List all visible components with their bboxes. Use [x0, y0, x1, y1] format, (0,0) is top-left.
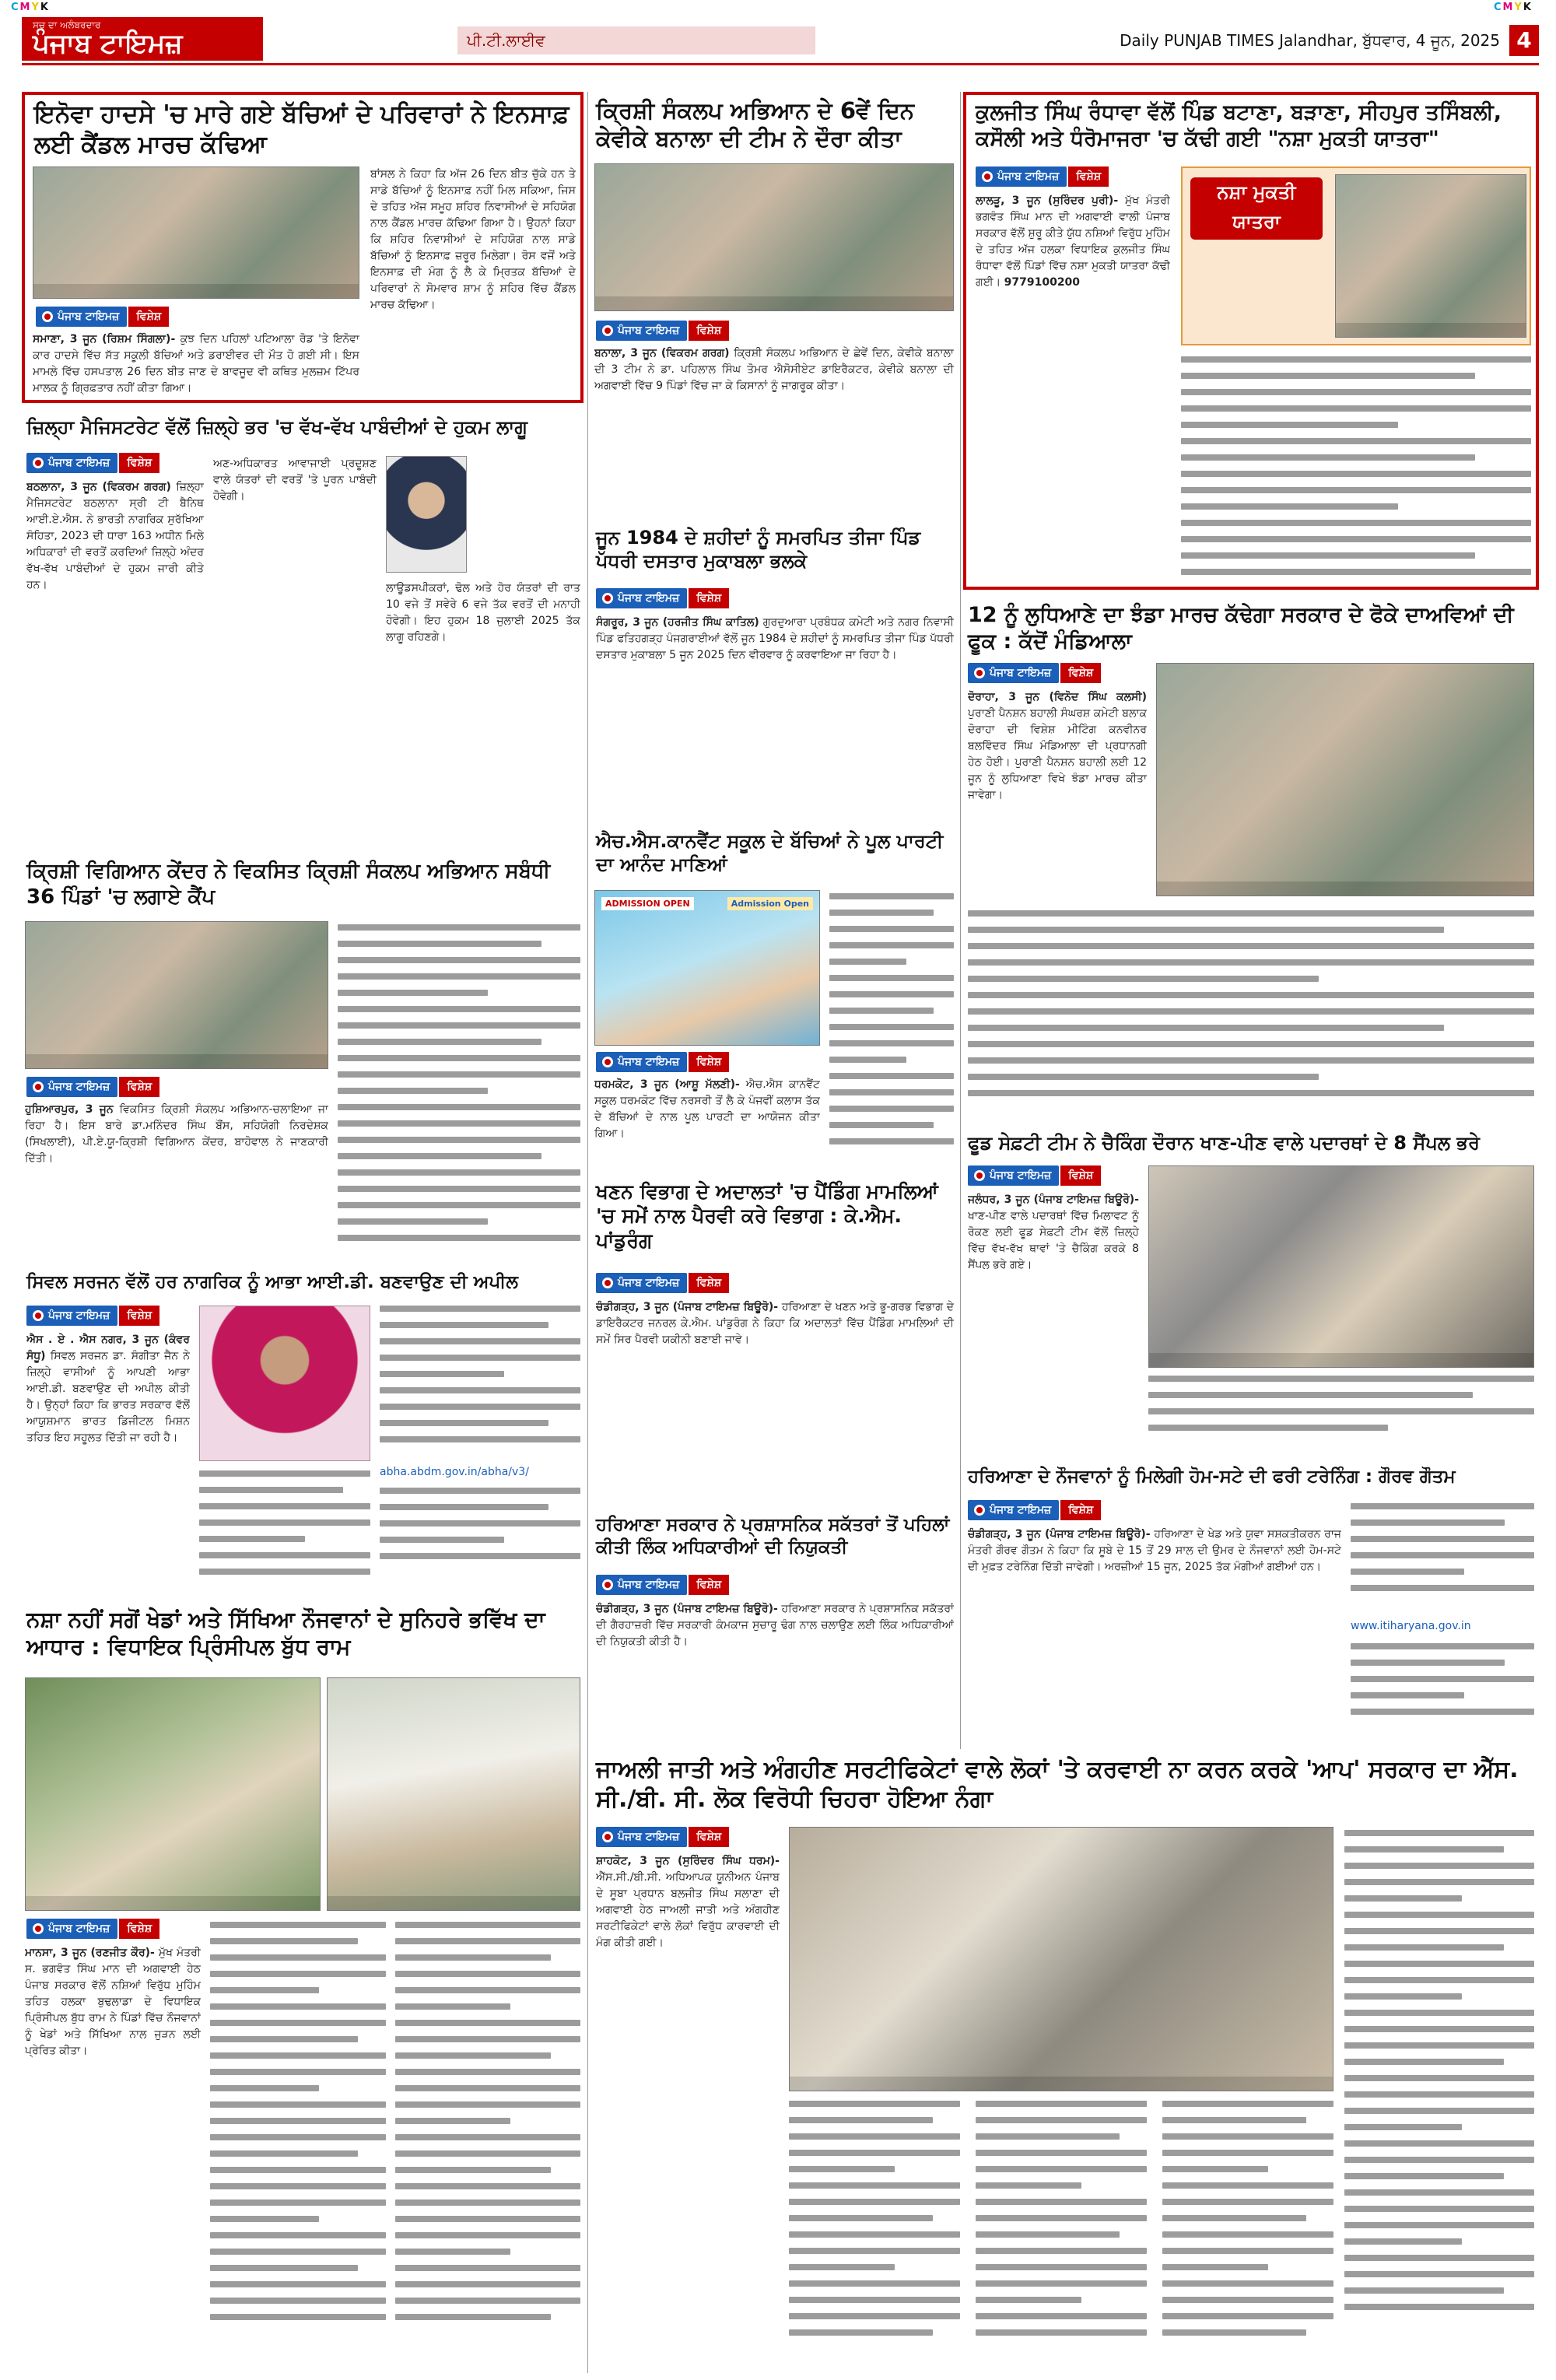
- column-rule: [960, 92, 961, 1749]
- story-body: ਬਠਲਾਨਾ, 3 ਜੂਨ (ਵਿਕਰਮ ਗਰਗ) ਜ਼ਿਲ੍ਹਾ ਮੈਜਿਸਟਰੇਟ ਬਠਲਾਨਾ ਸ੍ਰੀ ਟੀ ਬੈਨਿਥ ਆਈ.ਏ.ਐਸ. ਨੇ ਭਾਰਤੀ ਨਾਗਰਿਕ ਸੁਰੱਖਿਆ ਸੰਹਿਤਾ, 2023 ਦੀ ਧਾਰਾ 163 ਅਧੀਨ ਮਿਲੇ ਅਧਿਕਾਰਾਂ ਦੀ ਵਰਤੋਂ ਕਰਦਿਆਂ ਜ਼ਿਲ੍ਹੇ ਅੰਦਰ ਵੱਖ-ਵੱਖ ਪਾਬੰਦੀਆਂ ਦੇ ਹੁਕਮ ਜਾਰੀ ਕੀਤੇ ਹਨ।: [26, 481, 204, 591]
- story-food-safety: [963, 1128, 1539, 1455]
- photo-district-magistrate: [386, 456, 467, 573]
- story-hs-convent: [591, 826, 957, 1169]
- source-tag: ਪੰਜਾਬ ਟਾਇਮਜ਼ ਵਿਸ਼ੇਸ਼: [26, 1306, 159, 1326]
- page-number: 4: [1509, 25, 1539, 56]
- photo-mla-budh-ram: [327, 1677, 580, 1911]
- page-dateline: Daily PUNJAB TIMES Jalandhar, ਬੁੱਧਵਾਰ, 4 ਜੂਨ, 2025: [1120, 31, 1500, 50]
- story-kvk-camps: [22, 856, 584, 1260]
- story-flag-march: [963, 599, 1539, 1120]
- logo-tagline: ਸਚ ਦਾ ਅਲੰਬਰਦਾਰ: [33, 19, 101, 30]
- story-nasha-mukti: [963, 92, 1539, 590]
- headline-food-safety: ਫੂਡ ਸੇਫ਼ਟੀ ਟੀਮ ਨੇ ਚੈਕਿੰਗ ਦੌਰਾਨ ਖਾਣ-ਪੀਣ ਵਾਲੇ ਪਦਾਰਥਾਂ ਦੇ 8 ਸੈਂਪਲ ਭਰੇ: [968, 1132, 1480, 1154]
- headline-haryana-skill: ਹਰਿਆਣਾ ਦੇ ਨੌਜਵਾਨਾਂ ਨੂੰ ਮਿਲੇਗੀ ਹੋਮ-ਸਟੇ ਦੀ ਫਰੀ ਟਰੇਨਿੰਗ : ਗੌਰਵ ਗੌਤਮ: [968, 1467, 1456, 1487]
- story-body: ਹੁਸ਼ਿਆਰਪੁਰ, 3 ਜੂਨ ਵਿਕਸਿਤ ਕ੍ਰਿਸ਼ੀ ਸੰਕਲਪ ਅਭਿਆਨ-ਚਲਾਇਆ ਜਾ ਰਿਹਾ ਹੈ। ਇਸ ਬਾਰੇ ਡਾ.ਮਨਿੰਦਰ ਸਿੰਘ ਬੌਂਸ, ਸਹਿਯੋਗੀ ਨਿਰਦੇਸ਼ਕ (ਸਿਖਲਾਈ), ਪੀ.ਏ.ਯੂ-ਕ੍ਰਿਸ਼ੀ ਵਿਗਿਆਨ ਕੇਂਦਰ, ਬਾਹੋਵਾਲ ਨੇ ਜਾਣਕਾਰੀ ਦਿੱਤੀ।: [25, 1103, 328, 1165]
- photo-civil-surgeon: [199, 1306, 370, 1461]
- photo-kvk-team: [594, 163, 954, 311]
- logo-icon: [974, 1505, 985, 1516]
- source-tag: ਪੰਜਾਬ ਟਾਇਮਜ਼ ਵਿਸ਼ੇਸ਼: [596, 321, 729, 341]
- story-body-continuation: [199, 1470, 370, 1589]
- story-body-continuation: [829, 893, 954, 1162]
- story-body-continuation: [968, 910, 1534, 1113]
- story-body-continuation: [1148, 1376, 1534, 1449]
- logo-icon: [602, 1579, 613, 1590]
- story-body-continuation: [338, 924, 580, 1254]
- logo-icon: [982, 171, 993, 182]
- story-body-col3: ਲਾਊਡਸਪੀਕਰਾਂ, ਢੋਲ ਅਤੇ ਹੋਰ ਯੰਤਰਾਂ ਦੀ ਰਾਤ 10 ਵਜੇ ਤੋਂ ਸਵੇਰੇ 6 ਵਜੇ ਤੱਕ ਵਰਤੋਂ ਦੀ ਮਨਾਹੀ ਹੋਵੇਗੀ। ਇਹ ਹੁਕਮ 18 ਜੁਲਾਈ 2025 ਤੱਕ ਲਾਗੂ ਰਹਿਣਗੇ।: [386, 582, 580, 643]
- story-haryana-link: [591, 1511, 957, 1744]
- headline-hs-convent: ਐਚ.ਐਸ.ਕਾਨਵੈਂਟ ਸਕੂਲ ਦੇ ਬੱਚਿਆਂ ਨੇ ਪੂਲ ਪਾਰਟੀ ਦਾ ਆਨੰਦ ਮਾਣਿਆਂ: [596, 830, 944, 875]
- source-tag: ਪੰਜਾਬ ਟਾਇਮਜ਼ ਵਿਸ਼ੇਸ਼: [596, 1575, 729, 1595]
- story-body-col3: [976, 2101, 1147, 2367]
- logo-icon: [33, 1081, 44, 1092]
- story-body-col3: [395, 1922, 580, 2365]
- story-body-col2: [210, 1922, 386, 2365]
- source-tag: ਪੰਜਾਬ ਟਾਇਮਜ਼ ਵਿਸ਼ੇਸ਼: [596, 588, 729, 608]
- story-body-col3: [380, 1306, 580, 1461]
- masthead: [22, 17, 1539, 65]
- story-body: ਐਸ . ਏ . ਐਸ ਨਗਰ, 3 ਜੂਨ (ਕੰਵਰ ਸੰਧੂ) ਸਿਵਲ ਸਰਜਨ ਡਾ. ਸੰਗੀਤਾ ਜੈਨ ਨੇ ਜ਼ਿਲ੍ਹੇ ਵਾਸੀਆਂ ਨੂੰ ਆਪਣੀ ਆਭਾ ਆਈ.ਡੀ. ਬਣਵਾਉਣ ਦੀ ਅਪੀਲ ਕੀਤੀ ਹੈ। ਉਨ੍ਹਾਂ ਕਿਹਾ ਕਿ ਭਾਰਤ ਸਰਕਾਰ ਵੱਲੋਂ ਆਯੁਸ਼ਮਾਨ ਭਾਰਤ ਡਿਜੀਟਲ ਮਿਸ਼ਨ ਤਹਿਤ ਇਹ ਸਹੂਲਤ ਦਿੱਤੀ ਜਾ ਰਹੀ ਹੈ।: [26, 1334, 190, 1444]
- headline-fake-certificates: ਜਾਅਲੀ ਜਾਤੀ ਅਤੇ ਅੰਗਹੀਣ ਸਰਟੀਫਿਕੇਟਾਂ ਵਾਲੇ ਲੋਕਾਂ 'ਤੇ ਕਰਵਾਈ ਨਾ ਕਰਨ ਕਰਕੇ 'ਆਪ' ਸਰਕਾਰ ਦਾ ਐੱਸ. ਸੀ./ਬੀ. ਸੀ. ਲੋਕ ਵਿਰੋਧੀ ਚਿਹਰਾ ਹੋਇਆ ਨੰਗਾ: [596, 1756, 1519, 1813]
- logo-icon: [602, 593, 613, 604]
- logo-icon: [602, 1278, 613, 1288]
- logo-icon: [602, 325, 613, 336]
- story-sports-youth: [22, 1603, 584, 2373]
- story-haryana-skill: [963, 1463, 1539, 1744]
- headline-flag-march: 12 ਨੂੰ ਲੁਧਿਆਣੇ ਦਾ ਝੰਡਾ ਮਾਰਚ ਕੱਢੇਗਾ ਸਰਕਾਰ ਦੇ ਫੋਕੇ ਦਾਅਵਿਆਂ ਦੀ ਫੂਕ : ਕੱਦੋਂ ਮੰਡਿਆਲਾ: [968, 603, 1514, 654]
- headline-kvk-camps: ਕ੍ਰਿਸ਼ੀ ਵਿਗਿਆਨ ਕੇਂਦਰ ਨੇ ਵਿਕਸਿਤ ਕ੍ਰਿਸ਼ੀ ਸੰਕਲਪ ਅਭਿਆਨ ਸਬੰਧੀ 36 ਪਿੰਡਾਂ 'ਚ ਲਗਾਏ ਕੈਂਪ: [26, 860, 551, 909]
- story-abha: [22, 1268, 584, 1595]
- headline-mining: ਖਣਨ ਵਿਭਾਗ ਦੇ ਅਦਾਲਤਾਂ 'ਚ ਪੈਂਡਿੰਗ ਮਾਮਲਿਆਂ 'ਚ ਸਮੇਂ ਨਾਲ ਪੈਰਵੀ ਕਰੇ ਵਿਭਾਗ : ਕੇ.ਐਮ. ਪਾਂਡੁਰੰਗ: [596, 1180, 938, 1252]
- headline-abha: ਸਿਵਲ ਸਰਜਨ ਵੱਲੋਂ ਹਰ ਨਾਗਰਿਕ ਨੂੰ ਆਭਾ ਆਈ.ਡੀ. ਬਣਵਾਉਣ ਦੀ ਅਪੀਲ: [26, 1272, 518, 1292]
- story-body: ਚੰਡੀਗੜ੍ਹ, 3 ਜੂਨ (ਪੰਜਾਬ ਟਾਇਮਜ਼ ਬਿਊਰੋ)- ਹਰਿਆਣਾ ਦੇ ਖੇਡ ਅਤੇ ਯੁਵਾ ਸਸ਼ਕਤੀਕਰਨ ਰਾਜ ਮੰਤਰੀ ਗੌਰਵ ਗੌਤਮ ਨੇ ਕਿਹਾ ਕਿ ਸੂਬੇ ਦੇ 15 ਤੋਂ 29 ਸਾਲ ਦੀ ਉਮਰ ਦੇ ਨੌਜਵਾਨਾਂ ਲਈ ਹੋਮ-ਸਟੇ ਦੀ ਮੁਫ਼ਤ ਟਰੇਨਿੰਗ ਦਿੱਤੀ ਜਾਵੇਗੀ। ਅਰਜ਼ੀਆਂ 15 ਜੂਨ, 2025 ਤੱਕ ਮੰਗੀਆਂ ਗਈਆਂ ਹਨ।: [968, 1528, 1341, 1573]
- logo-icon: [33, 1310, 44, 1321]
- source-tag: ਪੰਜਾਬ ਟਾਇਮਜ਼ ਵਿਸ਼ੇਸ਼: [36, 307, 169, 327]
- story-body-continuation: [1181, 356, 1531, 582]
- source-tag: ਪੰਜਾਬ ਟਾਇਮਜ਼ ਵਿਸ਼ੇਸ਼: [596, 1052, 729, 1072]
- headline-nasha-mukti: ਕੁਲਜੀਤ ਸਿੰਘ ਰੰਧਾਵਾ ਵੱਲੋਂ ਪਿੰਡ ਬਟਾਣਾ, ਬੜਾਣਾ, ਸੀਹਪੁਰ ਤਸਿੰਬਲੀ, ਕਸੌਲੀ ਅਤੇ ਧੰਰੋਮਾਜਰਾ 'ਚ ਕੱਢੀ ਗਈ "ਨਸ਼ਾ ਮੁਕਤੀ ਯਾਤਰਾ": [976, 100, 1502, 151]
- headline-krishi-banala: ਕ੍ਰਿਸ਼ੀ ਸੰਕਲਪ ਅਭਿਆਨ ਦੇ 6ਵੇਂ ਦਿਨ ਕੇਵੀਕੇ ਬਨਾਲਾ ਦੀ ਟੀਮ ਨੇ ਦੌਰਾ ਕੀਤਾ: [596, 97, 914, 152]
- logo-icon: [602, 1057, 613, 1067]
- story-body: ਬਨਾਲਾ, 3 ਜੂਨ (ਵਿਕਰਮ ਗਰਗ) ਕ੍ਰਿਸ਼ੀ ਸੰਕਲਪ ਅਭਿਆਨ ਦੇ ਛੇਵੇਂ ਦਿਨ, ਕੇਵੀਕੇ ਬਨਾਲਾ ਦੀ 3 ਟੀਮ ਨੇ ਡਾ. ਪਹਿਲਾਲ ਸਿੰਘ ਤੋਮਰ ਐਸੋਸੀਏਟ ਡਾਇਰੈਕਟਰ, ਕੇਵੀਕੇ ਬਨਾਲਾ ਦੀ ਅਗਵਾਈ ਵਿੱਚ 9 ਪਿੰਡਾਂ ਵਿੱਚ ਜਾ ਕੇ ਕਿਸਾਨਾਂ ਨੂੰ ਜਾਗਰੂਕ ਕੀਤਾ।: [594, 347, 954, 392]
- story-innova: [22, 92, 584, 403]
- story-body: ਧਰਮਕੋਟ, 3 ਜੂਨ (ਆਸ਼ੂ ਮੱਲਣੀ)- ਐਚ.ਐਸ ਕਾਨਵੈਂਟ ਸਕੂਲ ਧਰਮਕੋਟ ਵਿੱਚ ਨਰਸਰੀ ਤੋਂ ਲੈ ਕੇ ਪੰਜਵੀਂ ਕਲਾਸ ਤੱਕ ਦੇ ਬੱਚਿਆਂ ਦੇ ਨਾਲ ਪੂਲ ਪਾਰਟੀ ਦਾ ਆਯੋਜਨ ਕੀਤਾ ਗਿਆ।: [594, 1078, 820, 1140]
- story-body: ਚੰਡੀਗੜ੍ਹ, 3 ਜੂਨ (ਪੰਜਾਬ ਟਾਇਮਜ਼ ਬਿਊਰੋ)- ਹਰਿਆਣਾ ਸਰਕਾਰ ਨੇ ਪ੍ਰਸ਼ਾਸਨਿਕ ਸਕੱਤਰਾਂ ਦੀ ਗੈਰਹਾਜ਼ਰੀ ਵਿੱਚ ਸਰਕਾਰੀ ਕੰਮਕਾਜ ਸੁਚਾਰੂ ਢੰਗ ਨਾਲ ਚਲਾਉਣ ਲਈ ਲਿੰਕ ਅਧਿਕਾਰੀਆਂ ਦੀ ਨਿਯੁਕਤੀ ਕੀਤੀ ਹੈ।: [596, 1603, 954, 1648]
- cmyk-marks-right: CMYK: [1494, 2, 1533, 13]
- source-tag: ਪੰਜਾਬ ਟਾਇਮਜ਼ ਵਿਸ਼ੇਸ਼: [976, 166, 1109, 187]
- story-body-col3-end: [380, 1488, 580, 1589]
- logo-icon: [602, 1831, 613, 1842]
- story-body-col2: ਅਣ-ਅਧਿਕਾਰਤ ਆਵਾਜਾਈ ਪ੍ਰਦੂਸ਼ਣ ਵਾਲੇ ਯੰਤਰਾਂ ਦੀ ਵਰਤੋਂ 'ਤੇ ਪੂਰਨ ਪਾਬੰਦੀ ਹੋਵੇਗੀ।: [213, 457, 377, 503]
- admission-banner: ADMISSION OPEN: [601, 897, 694, 910]
- photo-yatra-crowd: [1335, 174, 1526, 338]
- story-mining: [591, 1176, 957, 1503]
- story-fake-certificates: [591, 1752, 1539, 2373]
- headline-dm-orders: ਜ਼ਿਲ੍ਹਾ ਮੈਜਿਸਟਰੇਟ ਵੱਲੋਂ ਜ਼ਿਲ੍ਹੇ ਭਰ 'ਚ ਵੱਖ-ਵੱਖ ਪਾਬੰਦੀਆਂ ਦੇ ਹੁਕਮ ਲਾਗੂ: [26, 416, 527, 438]
- headline-innova: ਇਨੋਵਾ ਹਾਦਸੇ 'ਚ ਮਾਰੇ ਗਏ ਬੱਚਿਆਂ ਦੇ ਪਰਿਵਾਰਾਂ ਨੇ ਇਨਸਾਫ਼ ਲਈ ਕੈਂਡਲ ਮਾਰਚ ਕੱਢਿਆ: [34, 100, 569, 159]
- story-body-col2: ਬਾਂਸਲ ਨੇ ਕਿਹਾ ਕਿ ਅੱਜ 26 ਦਿਨ ਬੀਤ ਚੁੱਕੇ ਹਨ ਤੇ ਸਾਡੇ ਬੱਚਿਆਂ ਨੂੰ ਇਨਸਾਫ਼ ਨਹੀਂ ਮਿਲ ਸਕਿਆ, ਜਿਸ ਦੇ ਤਹਿਤ ਅੱਜ ਸਮੂਹ ਸ਼ਹਿਰ ਨਿਵਾਸੀਆਂ ਦੇ ਸਹਿਯੋਗ ਨਾਲ ਕੈਂਡਲ ਮਾਰਚ ਕੱਢਿਆ ਗਿਆ ਹੈ। ਉਹਨਾਂ ਕਿਹਾ ਕਿ ਸ਼ਹਿਰ ਨਿਵਾਸੀਆਂ ਦੇ ਸਹਿਯੋਗ ਨਾਲ ਸਾਡੇ ਬੱਚਿਆਂ ਨੂੰ ਇਨਸਾਫ਼ ਜ਼ਰੂਰ ਮਿਲੇਗਾ। ਰੋਸ ਵਜੋਂ ਅਤੇ ਇਨਸਾਫ਼ ਦੀ ਮੰਗ ਨੂੰ ਲੈ ਕੇ ਮ੍ਰਿਤਕ ਬੱਚਿਆਂ ਦੇ ਪਰਿਵਾਰਾਂ ਨੇ ਸੋਮਵਾਰ ਸ਼ਾਮ ਨੂੰ ਸ਼ਹਿਰ ਵਿੱਚ ਕੈਂਡਲ ਮਾਰਚ ਕੱਢਿਆ।: [370, 168, 576, 311]
- story-body: ਸ਼ਾਹਕੋਟ, 3 ਜੂਨ (ਸੁਰਿੰਦਰ ਸਿੰਘ ਧਰਮ)- ਐੱਸ.ਸੀ./ਬੀ.ਸੀ. ਅਧਿਆਪਕ ਯੂਨੀਅਨ ਪੰਜਾਬ ਦੇ ਸੂਬਾ ਪ੍ਰਧਾਨ ਬਲਜੀਤ ਸਿੰਘ ਸਲਾਣਾ ਦੀ ਅਗਵਾਈ ਹੇਠ ਜਾਅਲੀ ਜਾਤੀ ਅਤੇ ਅੰਗਹੀਣ ਸਰਟੀਫਿਕੇਟਾਂ ਵਾਲੇ ਲੋਕਾਂ ਵਿਰੁੱਧ ਕਾਰਵਾਈ ਦੀ ਮੰਗ ਕੀਤੀ ਗਈ।: [596, 1855, 780, 1949]
- section-label: ਪੀ.ਟੀ.ਲਾਈਵ: [457, 26, 815, 54]
- source-tag: ਪੰਜਾਬ ਟਾਇਮਜ਼ ਵਿਸ਼ੇਸ਼: [26, 1919, 159, 1939]
- story-body: ਦੋਰਾਹਾ, 3 ਜੂਨ (ਵਿਨੋਦ ਸਿੰਘ ਕਲਸੀ) ਪੁਰਾਣੀ ਪੈਨਸ਼ਨ ਬਹਾਲੀ ਸੰਘਰਸ਼ ਕਮੇਟੀ ਬਲਾਕ ਦੋਰਾਹਾ ਦੀ ਵਿਸ਼ੇਸ਼ ਮੀਟਿੰਗ ਕਨਵੀਨਰ ਬਲਵਿੰਦਰ ਸਿੰਘ ਮੰਡਿਆਲਾ ਦੀ ਪ੍ਰਧਾਨਗੀ ਹੇਠ ਹੋਈ। ਪੁਰਾਣੀ ਪੈਨਸ਼ਨ ਬਹਾਲੀ ਲਈ 12 ਜੂਨ ਨੂੰ ਲੁਧਿਆਣਾ ਵਿਖੇ ਝੰਡਾ ਮਾਰਚ ਕੀਤਾ ਜਾਵੇਗਾ।: [968, 691, 1147, 801]
- abha-url[interactable]: abha.abdm.gov.in/abha/v3/: [380, 1466, 529, 1478]
- story-dm-orders: [22, 412, 584, 848]
- source-tag: ਪੰਜਾਬ ਟਾਇਮਜ਼ ਵਿਸ਼ੇਸ਼: [26, 453, 159, 473]
- story-body: ਲਾਲੜੂ, 3 ਜੂਨ (ਸੁਰਿੰਦਰ ਪੁਰੀ)- ਮੁੱਖ ਮੰਤਰੀ ਭਗਵੰਤ ਸਿੰਘ ਮਾਨ ਦੀ ਅਗਵਾਈ ਵਾਲੀ ਪੰਜਾਬ ਸਰਕਾਰ ਵੱਲੋਂ ਸ਼ੁਰੂ ਕੀਤੇ ਯੁੱਧ ਨਸ਼ਿਆਂ ਵਿਰੁੱਧ ਮੁਹਿੰਮ ਦੇ ਤਹਿਤ ਅੱਜ ਹਲਕਾ ਵਿਧਾਇਕ ਕੁਲਜੀਤ ਸਿੰਘ ਰੰਧਾਵਾ ਵੱਲੋਂ ਪਿੰਡਾਂ ਵਿੱਚ ਨਸ਼ਾ ਮੁਕਤੀ ਯਾਤਰਾ ਕੱਢੀ ਗਈ। 9779100200: [976, 195, 1170, 289]
- logo-name: ਪੰਜਾਬ ਟਾਇਮਜ਼: [33, 28, 183, 59]
- story-krishi-banala: [591, 92, 957, 516]
- print-color-strip: [0, 0, 1556, 14]
- story-body-col5: [1344, 1830, 1534, 2367]
- logo-icon: [33, 457, 44, 468]
- story-body: ਸੰਗਰੂਰ, 3 ਜੂਨ (ਹਰਜੀਤ ਸਿੰਘ ਕਾਤਿਲ) ਗੁਰਦੁਆਰਾ ਪ੍ਰਬੰਧਕ ਕਮੇਟੀ ਅਤੇ ਨਗਰ ਨਿਵਾਸੀ ਪਿੰਡ ਫਤਿਹਗੜ੍ਹ ਪੰਜਗਰਾਈਆਂ ਵੱਲੋਂ ਜੂਨ 1984 ਦੇ ਸ਼ਹੀਦਾਂ ਨੂੰ ਸਮਰਪਿਤ ਤੀਜਾ ਪਿੰਡ ਪੱਧਰੀ ਦਸਤਾਰ ਮੁਕਾਬਲਾ 5 ਜੂਨ 2025 ਦਿਨ ਵੀਰਵਾਰ ਨੂੰ ਕਰਵਾਇਆ ਜਾ ਰਿਹਾ ਹੈ।: [596, 616, 954, 661]
- nasha-mukti-banner: ਨਸ਼ਾ ਮੁਕਤੀ ਯਾਤਰਾ: [1190, 177, 1323, 240]
- story-shaheed-1984: [591, 523, 957, 818]
- story-body-col2-end: [1351, 1643, 1534, 1737]
- source-tag: ਪੰਜਾਬ ਟਾਇਮਜ਼ ਵਿਸ਼ੇਸ਼: [26, 1077, 159, 1097]
- logo-icon: [33, 1923, 44, 1934]
- source-tag: ਪੰਜਾਬ ਟਾਇਮਜ਼ ਵਿਸ਼ੇਸ਼: [968, 1165, 1101, 1186]
- story-body: ਚੰਡੀਗੜ੍ਹ, 3 ਜੂਨ (ਪੰਜਾਬ ਟਾਇਮਜ਼ ਬਿਊਰੋ)- ਹਰਿਆਣਾ ਦੇ ਖਣਨ ਅਤੇ ਭੂ-ਗਰਭ ਵਿਭਾਗ ਦੇ ਡਾਇਰੈਕਟਰ ਜਨਰਲ ਕੇ.ਐਮ. ਪਾਂਡੁਰੰਗ ਨੇ ਕਿਹਾ ਕਿ ਅਦਾਲਤਾਂ ਵਿੱਚ ਪੈਂਡਿੰਗ ਮਾਮਲਿਆਂ ਦੀ ਸਮੇਂ ਸਿਰ ਪੈਰਵੀ ਯਕੀਨੀ ਬਣਾਈ ਜਾਵੇ।: [596, 1301, 954, 1346]
- logo-icon: [42, 311, 53, 322]
- headline-haryana-link: ਹਰਿਆਣਾ ਸਰਕਾਰ ਨੇ ਪ੍ਰਸ਼ਾਸਨਿਕ ਸਕੱਤਰਾਂ ਤੋਂ ਪਹਿਲਾਂ ਕੀਤੀ ਲਿੰਕ ਅਧਿਕਾਰੀਆਂ ਦੀ ਨਿਯੁਕਤੀ: [596, 1515, 950, 1558]
- admission-banner-2: Admission Open: [727, 897, 813, 910]
- photo-kvk-camp: [25, 921, 328, 1069]
- source-tag: ਪੰਜਾਬ ਟਾਇਮਜ਼ ਵਿਸ਼ੇਸ਼: [968, 663, 1101, 683]
- story-body: ਸਮਾਣਾ, 3 ਜੂਨ (ਰਿਸ਼ਮ ਸਿੰਗਲਾ)- ਕੁਝ ਦਿਨ ਪਹਿਲਾਂ ਪਟਿਆਲਾ ਰੋਡ 'ਤੇ ਇਨੋਵਾ ਕਾਰ ਹਾਦਸੇ ਵਿੱਚ ਸੱਤ ਸਕੂਲੀ ਬੱਚਿਆਂ ਅਤੇ ਡਰਾਈਵਰ ਦੀ ਮੌਤ ਹੋ ਗਈ ਸੀ। ਇਸ ਮਾਮਲੇ ਵਿੱਚ ਹਸਪਤਾਲ 26 ਦਿਨ ਬੀਤ ਜਾਣ ਦੇ ਬਾਵਜੂਦ ਵੀ ਕਥਿਤ ਮੁਲਜ਼ਮ ਟਿੱਪਰ ਮਾਲਕ ਨੂੰ ਗ੍ਰਿਫ਼ਤਾਰ ਨਹੀਂ ਕੀਤਾ ਗਿਆ।: [33, 333, 359, 394]
- photo-youth-gathering: [25, 1677, 321, 1911]
- story-body-col2: [789, 2101, 960, 2367]
- iti-haryana-url[interactable]: www.itiharyana.gov.in: [1351, 1620, 1471, 1632]
- photo-nasha-mukti-stage: [1181, 166, 1531, 345]
- photo-food-inspection: [1148, 1165, 1534, 1368]
- source-tag: ਪੰਜਾਬ ਟਾਇਮਜ਼ ਵਿਸ਼ੇਸ਼: [968, 1500, 1101, 1520]
- newspaper-logo: [22, 17, 263, 61]
- photo-teachers-union: [789, 1827, 1333, 2091]
- photo-candle-march: [33, 166, 359, 299]
- cmyk-marks-left: CMYK: [11, 2, 50, 13]
- headline-shaheed-1984: ਜੂਨ 1984 ਦੇ ਸ਼ਹੀਦਾਂ ਨੂੰ ਸਮਰਪਿਤ ਤੀਜਾ ਪਿੰਡ ਪੱਧਰੀ ਦਸਤਾਰ ਮੁਕਾਬਲਾ ਭਲਕੇ: [596, 527, 921, 572]
- column-rule: [587, 92, 588, 2373]
- story-body: ਮਾਨਸਾ, 3 ਜੂਨ (ਰਣਜੀਤ ਕੌਰ)- ਮੁੱਖ ਮੰਤਰੀ ਸ. ਭਗਵੰਤ ਸਿੰਘ ਮਾਨ ਦੀ ਅਗਵਾਈ ਹੇਠ ਪੰਜਾਬ ਸਰਕਾਰ ਵੱਲੋਂ ਨਸ਼ਿਆਂ ਵਿਰੁੱਧ ਮੁਹਿੰਮ ਤਹਿਤ ਹਲਕਾ ਬੁਢਲਾਡਾ ਦੇ ਵਿਧਾਇਕ ਪ੍ਰਿੰਸੀਪਲ ਬੁੱਧ ਰਾਮ ਨੇ ਪਿੰਡਾਂ ਵਿੱਚ ਨੌਜਵਾਨਾਂ ਨੂੰ ਖੇਡਾਂ ਅਤੇ ਸਿੱਖਿਆ ਨਾਲ ਜੁੜਨ ਲਈ ਪ੍ਰੇਰਿਤ ਕੀਤਾ।: [25, 1947, 201, 2057]
- logo-icon: [974, 1170, 985, 1181]
- logo-icon: [974, 668, 985, 678]
- photo-pool-party: [594, 890, 820, 1046]
- source-tag: ਪੰਜਾਬ ਟਾਇਮਜ਼ ਵਿਸ਼ੇਸ਼: [596, 1273, 729, 1293]
- source-tag: ਪੰਜਾਬ ਟਾਇਮਜ਼ ਵਿਸ਼ੇਸ਼: [596, 1827, 729, 1847]
- headline-sports-youth: ਨਸ਼ਾ ਨਹੀਂ ਸਗੋਂ ਖੇਡਾਂ ਅਤੇ ਸਿੱਖਿਆ ਨੌਜਵਾਨਾਂ ਦੇ ਸੁਨਿਹਰੇ ਭਵਿੱਖ ਦਾ ਆਧਾਰ : ਵਿਧਾਇਕ ਪ੍ਰਿੰਸੀਪਲ ਬੁੱਧ ਰਾਮ: [26, 1607, 545, 1660]
- story-body-col2: [1351, 1503, 1534, 1612]
- story-body-col4: [1162, 2101, 1333, 2367]
- story-body: ਜਲੰਧਰ, 3 ਜੂਨ (ਪੰਜਾਬ ਟਾਇਮਜ਼ ਬਿਊਰੋ)- ਖਾਣ-ਪੀਣ ਵਾਲੇ ਪਦਾਰਥਾਂ ਵਿੱਚ ਮਿਲਾਵਟ ਨੂੰ ਰੋਕਣ ਲਈ ਫੂਡ ਸੇਫ਼ਟੀ ਟੀਮ ਵੱਲੋਂ ਜ਼ਿਲ੍ਹੇ ਵਿੱਚ ਵੱਖ-ਵੱਖ ਥਾਵਾਂ 'ਤੇ ਚੈਕਿੰਗ ਕਰਕੇ 8 ਸੈਂਪਲ ਭਰੇ ਗਏ।: [968, 1194, 1139, 1271]
- photo-pension-committee: [1156, 663, 1534, 896]
